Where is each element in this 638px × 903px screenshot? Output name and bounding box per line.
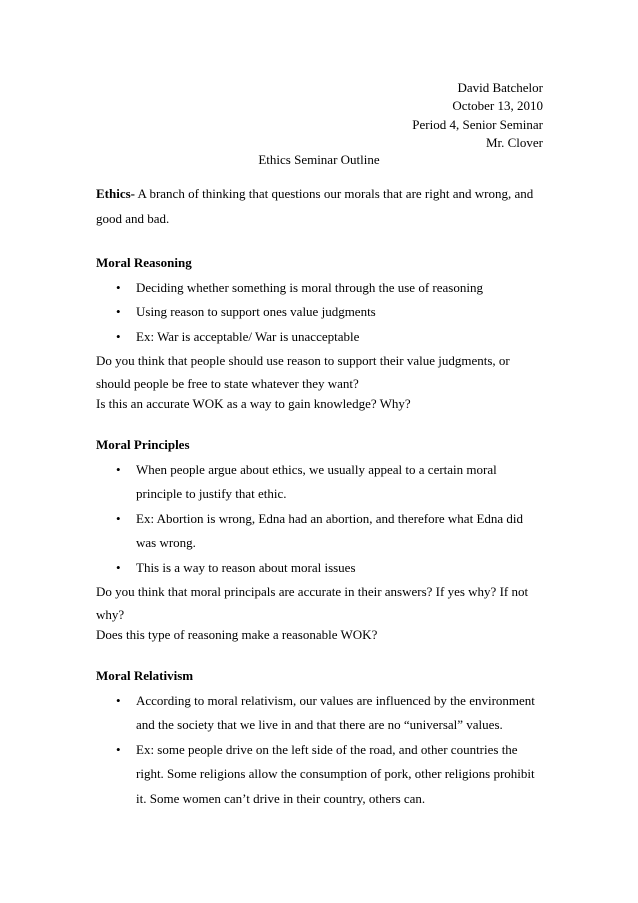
bullet-icon: • <box>116 692 121 708</box>
moral-principles-question-1: Do you think that moral principals are accurate in their answers? If yes why? If not why? <box>96 584 529 622</box>
ethics-definition <box>96 182 546 231</box>
section-heading-moral-relativism: Moral Relativism <box>96 668 194 683</box>
bullet-icon: • <box>116 328 121 344</box>
bullet-icon: • <box>116 279 121 295</box>
header-block <box>412 79 543 153</box>
ethics-definition-text: A branch of thinking that questions our morals that are right and wrong, and good and bad. <box>96 186 534 226</box>
section-heading-moral-reasoning: Moral Reasoning <box>96 255 192 270</box>
bullet-icon: • <box>116 559 121 575</box>
list-item: • Ex: some people drive on the left side of the road, and other countries the right. Some religions allow the consumption of pork, other religions prohibit it. Some women can’t drive in their country, others can. <box>96 738 546 812</box>
moral-reasoning-list <box>96 276 546 350</box>
list-item: • According to moral relativism, our values are influenced by the environment and the society that we live in and that there are no “universal” values. <box>96 689 546 738</box>
ethics-term: Ethics- <box>96 186 135 201</box>
list-item: • Using reason to support ones value judgments <box>96 300 546 325</box>
moral-relativism-list <box>96 689 546 812</box>
moral-principles-question-2: Does this type of reasoning make a reasonable WOK? <box>96 627 378 642</box>
list-item: • When people argue about ethics, we usually appeal to a certain moral principle to justify that ethic. <box>96 458 546 507</box>
document-body <box>96 182 546 811</box>
section-heading-moral-principles: Moral Principles <box>96 437 190 452</box>
moral-reasoning-question-2: Is this an accurate WOK as a way to gain knowledge? Why? <box>96 396 411 411</box>
page-title: Ethics Seminar Outline <box>258 152 380 167</box>
list-item: • Ex: Abortion is wrong, Edna had an abortion, and therefore what Edna did was wrong. <box>96 507 546 556</box>
list-item: • This is a way to reason about moral issues <box>96 556 546 581</box>
bullet-icon: • <box>116 304 121 319</box>
class-period: Period 4, Senior Seminar <box>412 116 543 132</box>
bullet-icon: • <box>116 510 121 526</box>
list-item: • Ex: War is acceptable/ War is unacceptable <box>96 325 546 350</box>
moral-reasoning-question-1: Do you think that people should use reason to support their value judgments, or should people be free to state whatever they want? <box>96 353 510 391</box>
moral-principles-list <box>96 458 546 581</box>
bullet-icon: • <box>116 741 121 757</box>
document-date: October 13, 2010 <box>452 98 543 114</box>
author-name: David Batchelor <box>457 80 543 95</box>
list-item: • Deciding whether something is moral through the use of reasoning <box>96 276 546 301</box>
teacher-name: Mr. Clover <box>485 135 543 151</box>
bullet-icon: • <box>116 461 121 477</box>
